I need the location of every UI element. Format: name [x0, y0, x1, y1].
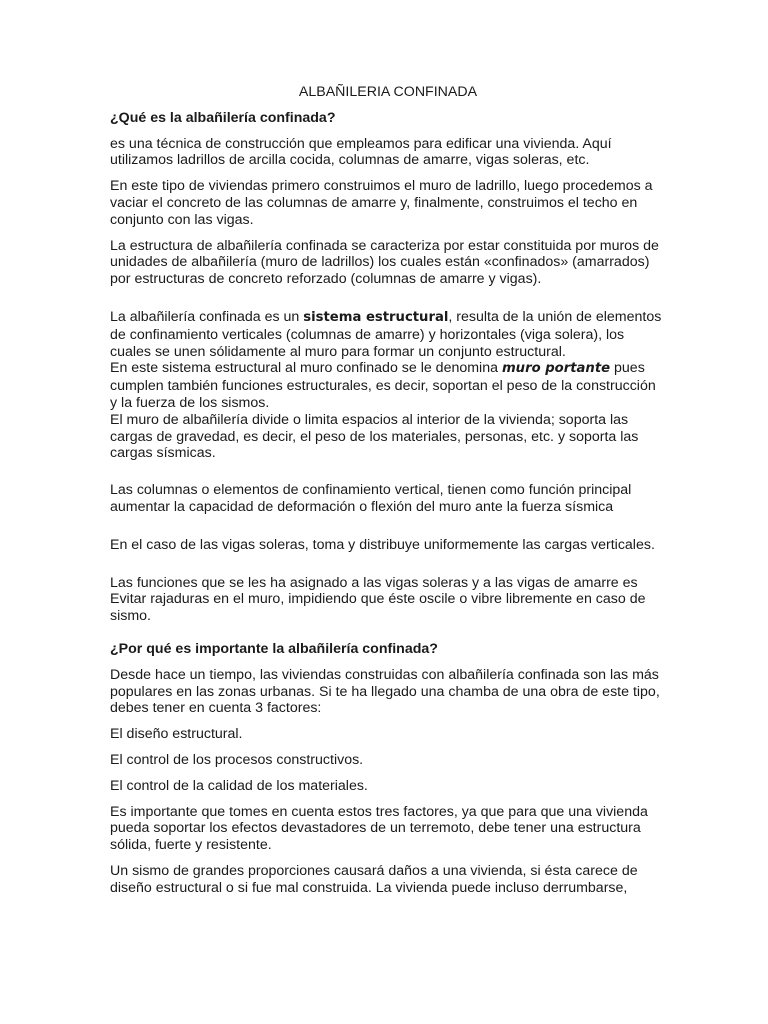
- factor-item-1: El diseño estructural.: [110, 726, 243, 743]
- structural-system-text-a: La albañilería confinada es un: [110, 308, 304, 325]
- load-bearing-text-b: pues cumplen también funciones estructurales, es decir, soportan el peso de la construcción y la fuerza de los sismos.: [110, 360, 656, 411]
- section-heading-why-important: ¿Por qué es importante la albañilería confinada?: [110, 640, 438, 657]
- factor-item-2: El control de los procesos constructivos.: [110, 751, 364, 768]
- structural-system-block: [110, 309, 666, 462]
- paragraph-construction-order: En este tipo de viviendas primero construimos el muro de ladrillo, luego procedemos a vaciar el concreto de las columnas de amarre y, finalmente, construimos el techo en conjunto con las vigas.: [110, 178, 653, 228]
- structural-system-text-b: , resulta de la unión de elementos de confinamiento verticales (columnas de amarre) y horizontales (viga solera), los cuales se unen sólidamente al muro para formar un conjunto estructural.: [110, 308, 662, 360]
- paragraph-earthquake: Un sismo de grandes proporciones causará daños a una vivienda, si ésta carece de diseño estructural o si fue mal construida. La vivienda puede incluso derrumbarse,: [110, 862, 638, 896]
- paragraph-load-bearing-wall: [110, 360, 666, 411]
- load-bearing-bold: muro portante: [501, 361, 611, 377]
- factor-item-3: El control de la calidad de los materiales.: [110, 777, 368, 794]
- paragraph-structural-system: [110, 309, 666, 360]
- paragraph-definition: es una técnica de construcción que empleamos para edificar una vivienda. Aquí utilizamos ladrillos de arcilla cocida, columnas de amarre, vigas soleras, etc.: [110, 135, 612, 169]
- structural-system-bold: sistema estructural: [303, 309, 449, 325]
- paragraph-beams: En el caso de las vigas soleras, toma y distribuye uniformemente las cargas verticales.: [110, 536, 655, 553]
- section-heading-what-is: ¿Qué es la albañilería confinada?: [110, 109, 336, 126]
- document-title: ALBAÑILERIA CONFINADA: [298, 84, 478, 100]
- paragraph-popularity: Desde hace un tiempo, las viviendas construidas con albañilería confinada son las más populares en las zonas urbanas. Si te ha llegado una chamba de una obra de este tipo, debes tener en cuenta 3 factores:: [110, 666, 660, 717]
- paragraph-structure: La estructura de albañilería confinada se caracteriza por estar constituida por muros de unidades de albañilería (muro de ladrillos) los cuales están «confinados» (amarrados) por estructuras de concreto reforzado (columnas de amarre y vigas).: [110, 237, 659, 288]
- paragraph-wall-function: El muro de albañilería divide o limita espacios al interior de la vivienda; soporta las cargas de gravedad, es decir, el peso de los materiales, personas, etc. y soporta las cargas sísmicas.: [110, 411, 639, 462]
- paragraph-functions: Las funciones que se les ha asignado a las vigas soleras y a las vigas de amarre es Evitar rajaduras en el muro, impidiendo que éste oscile o vibre libremente en caso de sismo.: [110, 574, 646, 625]
- paragraph-columns: Las columnas o elementos de confinamiento vertical, tienen como función principal aumentar la capacidad de deformación o flexión del muro ante la fuerza sísmica: [110, 482, 632, 515]
- paragraph-importance: Es importante que tomes en cuenta estos tres factores, ya que para que una vivienda pueda soportar los efectos devastadores de un terremoto, debe tener una estructura sólida, fuerte y resistente.: [110, 803, 648, 854]
- load-bearing-text-a: En este sistema estructural al muro confinado se le denomina: [110, 360, 502, 377]
- document-page: [110, 84, 666, 905]
